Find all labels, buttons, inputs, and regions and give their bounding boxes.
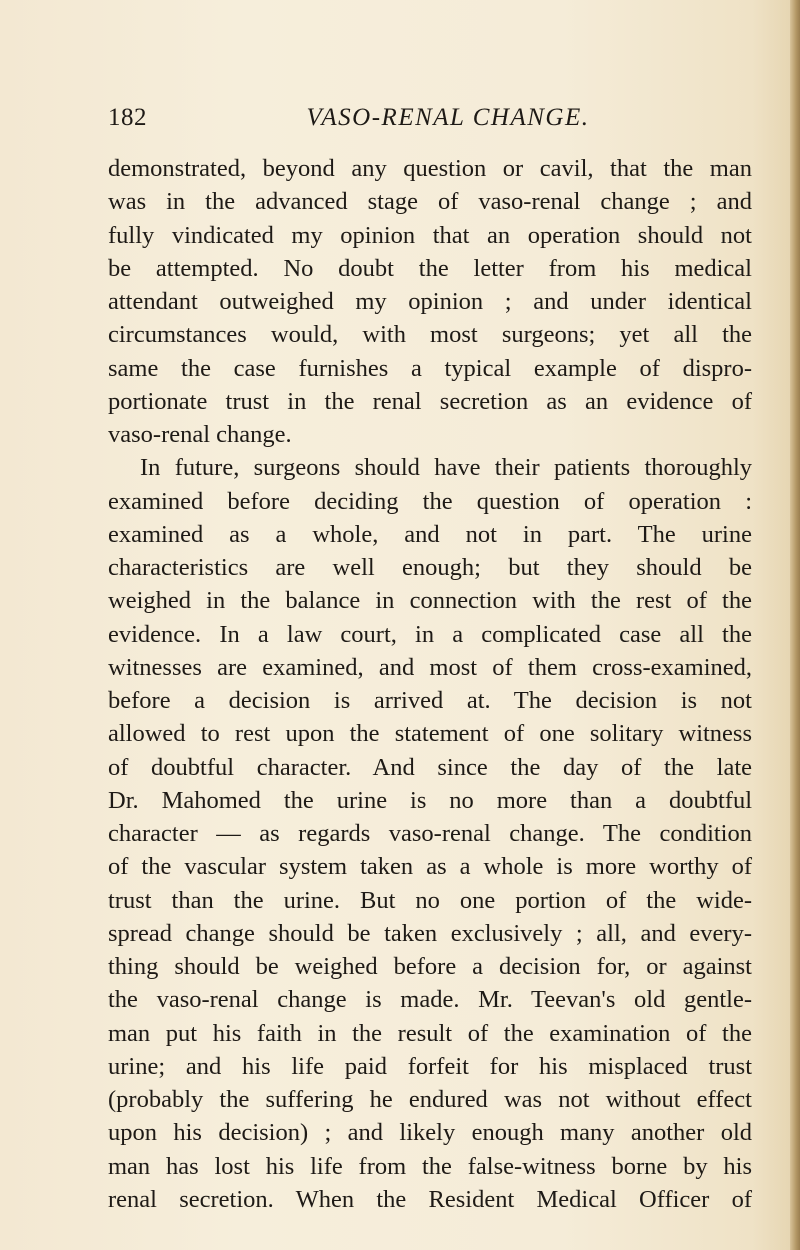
text-line: Dr. Mahomed the urine is no more than a doubtful: [108, 786, 752, 814]
text-line: weighed in the balance in connection with the rest of the: [108, 587, 752, 615]
text-line: same the case furnishes a typical example of dispro-: [108, 354, 752, 382]
text-line: (probably the suffering he endured was not without effect: [108, 1086, 752, 1113]
text-line: witnesses are examined, and most of them cross-examined,: [108, 653, 752, 681]
text-line: allowed to rest upon the statement of one solitary witness: [108, 720, 752, 748]
text-line: portionate trust in the renal secretion as an evidence of: [108, 387, 752, 415]
text-line: attendant outweighed my opinion ; and under identical: [108, 288, 752, 315]
text-line: vaso-renal change.: [108, 421, 292, 448]
text-line: spread change should be taken exclusively ; all, and every-: [108, 919, 752, 947]
text-line: thing should be weighed before a decision for, or against: [108, 953, 752, 980]
text-line: was in the advanced stage of vaso-renal change ; and: [108, 188, 752, 216]
body-text: [108, 152, 752, 1216]
text-line: man put his faith in the result of the examination of the: [108, 1019, 752, 1047]
text-line: be attempted. No doubt the letter from his medical: [108, 254, 752, 282]
running-head: VASO-RENAL CHANGE.: [306, 104, 590, 131]
text-line: fully vindicated my opinion that an operation should not: [108, 221, 752, 249]
text-line: circumstances would, with most surgeons; yet all the: [108, 321, 752, 349]
text-line: demonstrated, beyond any question or cavil, that the man: [108, 155, 752, 182]
text-line: In future, surgeons should have their patients thoroughly: [140, 454, 752, 482]
text-line: the vaso-renal change is made. Mr. Teevan's old gentle-: [108, 986, 752, 1014]
text-line: upon his decision) ; and likely enough many another old: [108, 1119, 752, 1147]
text-line: of doubtful character. And since the day of the late: [108, 753, 752, 781]
page-header: [108, 104, 748, 138]
text-line: man has lost his life from the false-witness borne by his: [108, 1152, 752, 1180]
text-line: examined as a whole, and not in part. The urine: [108, 520, 752, 548]
text-line: character — as regards vaso-renal change. The condition: [108, 820, 752, 847]
text-line: trust than the urine. But no one portion of the wide-: [108, 886, 752, 914]
text-line: before a decision is arrived at. The decision is not: [108, 687, 752, 714]
text-line: examined before deciding the question of operation :: [108, 487, 752, 515]
text-line: of the vascular system taken as a whole is more worthy of: [108, 853, 752, 881]
text-line: evidence. In a law court, in a complicated case all the: [108, 620, 752, 648]
page-number: 182: [108, 104, 147, 131]
text-line: renal secretion. When the Resident Medical Officer of: [108, 1185, 752, 1213]
page-edge: [790, 0, 800, 1250]
text-line: urine; and his life paid forfeit for his misplaced trust: [108, 1052, 752, 1080]
text-line: characteristics are well enough; but they should be: [108, 554, 752, 581]
